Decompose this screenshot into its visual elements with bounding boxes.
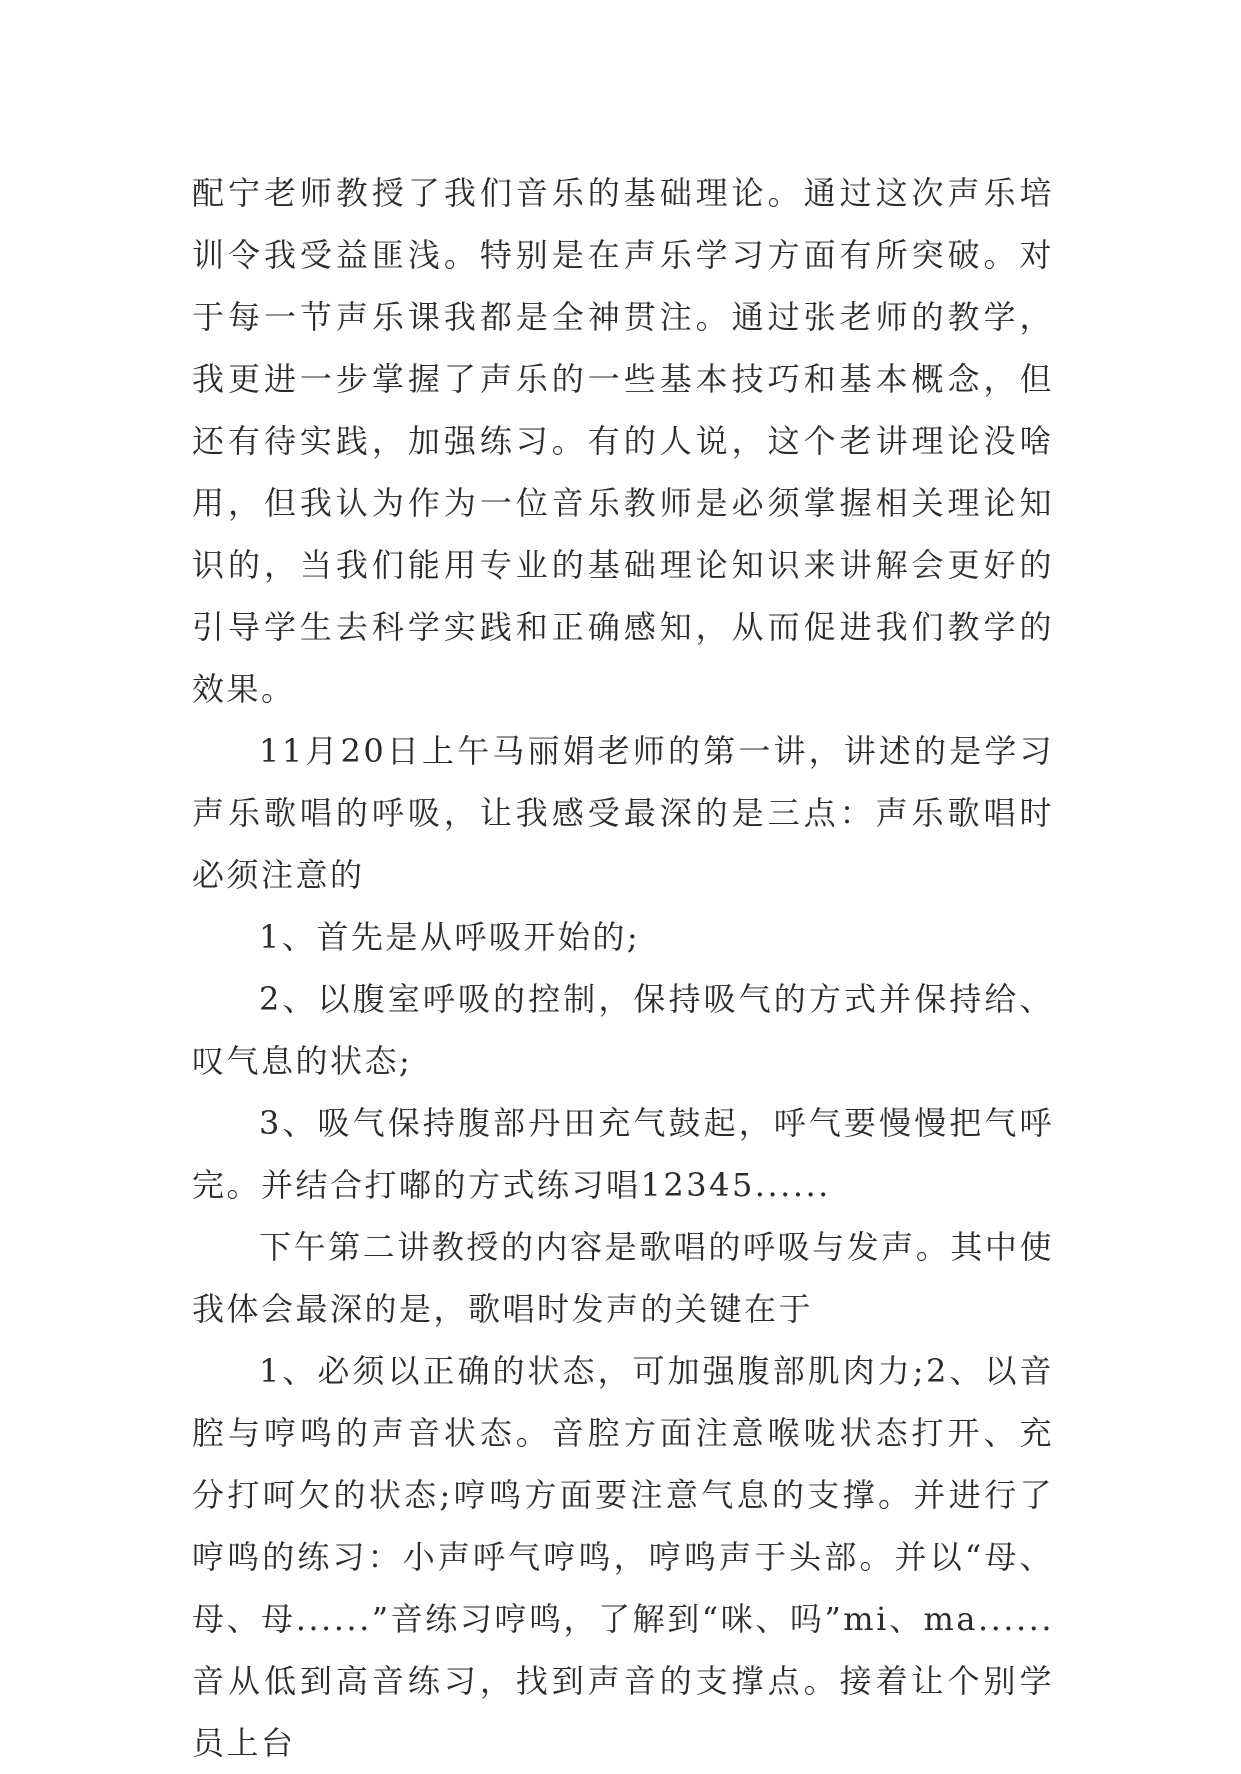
paragraph-point-1: 1、首先是从呼吸开始的; — [259, 918, 641, 956]
paragraph-morning-lecture: 11月20日上午马丽娟老师的第一讲，讲述的是学习声乐歌唱的呼吸，让我感受最深的是三点：声乐歌唱时必须注意的 — [192, 732, 1054, 894]
paragraph-point-3: 3、吸气保持腹部丹田充气鼓起，呼气要慢慢把气呼完。并结合打嘟的方式练习唱12345...... — [192, 1104, 1054, 1204]
paragraph-afternoon-lecture: 下午第二讲教授的内容是歌唱的呼吸与发声。其中使我体会最深的是，歌唱时发声的关键在于 — [192, 1228, 1054, 1328]
document-body — [192, 162, 1054, 1774]
paragraph-intro: 配宁老师教授了我们音乐的基础理论。通过这次声乐培训令我受益匪浅。特别是在声乐学习方面有所突破。对于每一节声乐课我都是全神贯注。通过张老师的教学，我更进一步掌握了声乐的一些基本技巧和基本概念，但还有待实践，加强练习。有的人说，这个老讲理论没啥用，但我认为作为一位音乐教师是必须掌握相关理论知识的，当我们能用专业的基础理论知识来讲解会更好的引导学生去科学实践和正确感知，从而促进我们教学的效果。 — [192, 174, 1054, 708]
paragraph-point-2: 2、以腹室呼吸的控制，保持吸气的方式并保持给、叹气息的状态; — [192, 980, 1054, 1080]
paragraph-humming-practice: 1、必须以正确的状态，可加强腹部肌肉力;2、以音腔与哼鸣的声音状态。音腔方面注意喉咙状态打开、充分打呵欠的状态;哼鸣方面要注意气息的支撑。并进行了哼鸣的练习：小声呼气哼鸣，哼鸣声于头部。并以“母、母、母......”音练习哼鸣，了解到“咪、吗”mi、ma......音从低到高音练习，找到声音的支撑点。接着让个别学员上台 — [192, 1352, 1054, 1762]
